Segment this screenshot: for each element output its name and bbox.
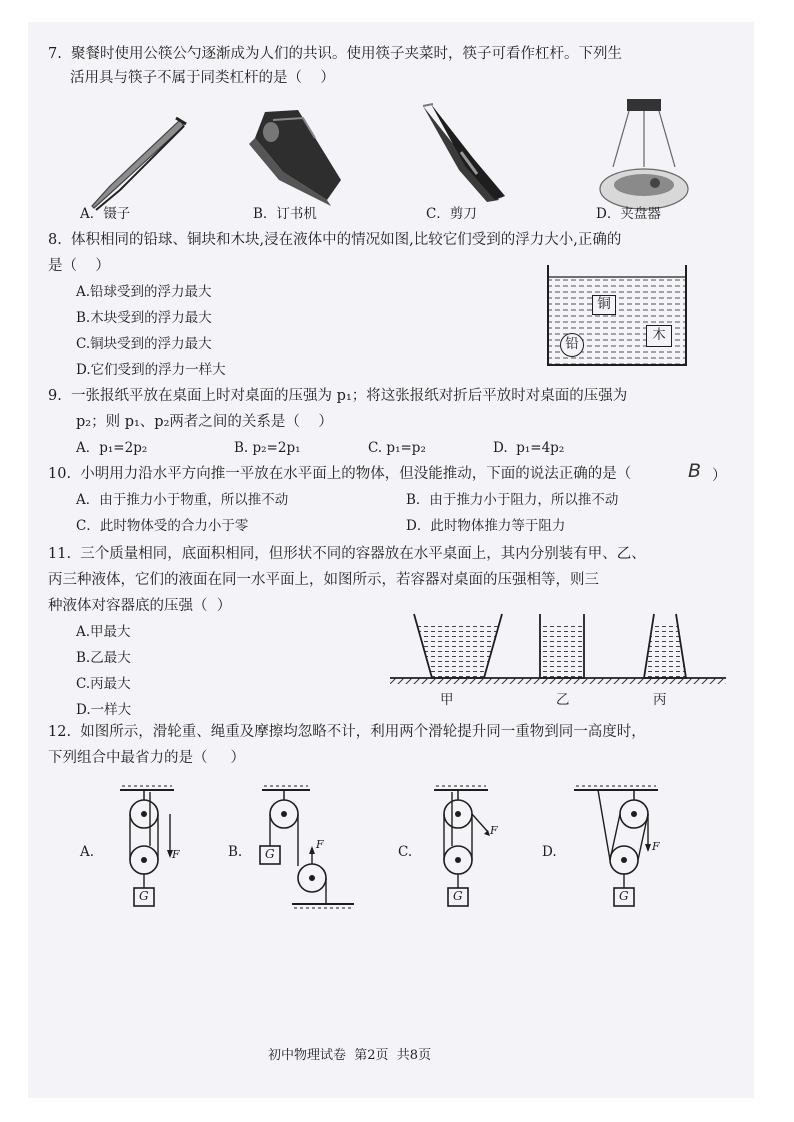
weight-label: G	[619, 889, 629, 903]
force-label: F	[490, 824, 498, 837]
q11-stem-line3: 种液体对容器底的压强（ ）	[48, 598, 232, 614]
q8-option-d[interactable]: D.它们受到的浮力一样大	[76, 362, 226, 378]
q10-option-c[interactable]: C．此时物体受的合力小于零	[76, 518, 249, 534]
q10-option-b[interactable]: B．由于推力小于阻力，所以推不动	[406, 492, 619, 508]
tweezers-icon	[80, 114, 190, 214]
q8-tank-diagram	[546, 265, 688, 367]
pulley-system-d	[568, 786, 668, 916]
scissors-icon	[413, 100, 513, 210]
pulley-system-a	[114, 786, 184, 922]
q11-stem-line1: 11. 三个质量相同，底面积相同，但形状不同的容器放在水平桌面上，其内分别装有甲、乙、	[48, 546, 646, 562]
wood-block: 木	[646, 325, 672, 347]
q10-stem-line1: 10. 小明用力沿水平方向推一平放在水平面上的物体，但没能推动，下面的说法正确的是（	[48, 466, 632, 482]
stapler-icon	[243, 102, 353, 212]
exam-page: 7. 聚餐时使用公筷公勺逐渐成为人们的共识。使用筷子夹菜时，筷子可看作杠杆。下列生 活用具与筷子不属于同类杠杆的是（ ） A．镊子 B．订书机 C．剪刀 D．夹盘器 8. 体积相同的铅球、铜块和木块,浸在液体中的情况如图,比较它们受到的浮力大小,正确的 是（ ） A.铅球受到的浮力最大 B.木块受到的浮力最大 C.铜块受到的浮力最大 D.它们受到的浮力一样大 铜 铅 木 9. 一张报纸平放在桌面上时对桌面的压强为 p₁；将这张报纸对折后平放时对桌面的压强为 p₂；则 p₁、p₂两者之间的关系是（ ） A．p₁=2p₂ B. p₂=2p₁ C. p₁=p₂ D. p₁=4p₂ 10. 小明用力沿水平方向推一平放在水平面上的物体，但没能推动，下面的说法正确的是（ B ） A．由于推力小于物重，所以推不动 B．由于推力小于阻力，所以推不动 C．此时物体受的合力小于零 D．此时物体推力等于阻力 11. 三个质量相同，底面积相同，但形状不同的容器放在水平桌面上，其内分别装有甲、乙、 丙三种液体，它们的液面在同一水平面上，如图所示，若容器对桌面的压强相等，则三 种液体对容器底的压强（ ） A.甲最大 B.乙最大 C.丙最大 D.一样大 甲 乙 丙 12. 如图所示，滑轮重、绳重及摩擦均忽略不计，利用两个滑轮提升同一重物到同一高度时， 下列组合中最省力的是（ ） A. B. C. D. F G F G F G F G 初中物理试卷 第2页 共8页	[28, 22, 754, 1098]
weight-label: G	[139, 889, 149, 903]
q8-option-b[interactable]: B.木块受到的浮力最大	[76, 310, 212, 326]
q11-option-d[interactable]: D.一样大	[76, 702, 132, 718]
q9-option-a[interactable]: A．p₁=2p₂	[76, 440, 148, 456]
force-label: F	[172, 848, 180, 861]
q11-option-c[interactable]: C.丙最大	[76, 676, 131, 692]
lead-ball: 铅	[560, 333, 584, 357]
q12-stem-line1: 12. 如图所示，滑轮重、绳重及摩擦均忽略不计，利用两个滑轮提升同一重物到同一高度时，	[48, 724, 646, 740]
q7-option-c[interactable]: C．剪刀	[426, 206, 477, 222]
q9-option-d[interactable]: D. p₁=4p₂	[493, 440, 565, 456]
q12-option-b[interactable]: B.	[228, 844, 243, 860]
q12-option-a[interactable]: A.	[80, 844, 95, 860]
page-footer: 初中物理试卷 第2页 共8页	[268, 1048, 432, 1063]
container-label-jia: 甲	[440, 692, 454, 708]
q11-stem-line2: 丙三种液体，它们的液面在同一水平面上，如图所示，若容器对桌面的压强相等，则三	[48, 572, 599, 588]
q7-option-d[interactable]: D．夹盘器	[596, 206, 661, 222]
q12-stem-line2: 下列组合中最省力的是（ ）	[48, 750, 246, 766]
q7-stem-line1: 7. 聚餐时使用公筷公勺逐渐成为人们的共识。使用筷子夹菜时，筷子可看作杠杆。下列生	[48, 46, 623, 62]
force-label: F	[316, 838, 324, 851]
q10-option-d[interactable]: D．此时物体推力等于阻力	[406, 518, 566, 534]
q12-option-c[interactable]: C.	[398, 844, 413, 860]
handwritten-answer: B	[688, 460, 702, 482]
weight-label: G	[265, 847, 275, 861]
q8-option-a[interactable]: A.铅球受到的浮力最大	[76, 284, 212, 300]
q9-option-b[interactable]: B. p₂=2p₁	[234, 440, 301, 456]
pulley-system-c	[428, 786, 508, 916]
copper-block: 铜	[592, 295, 616, 315]
plate-clip-icon	[593, 97, 693, 212]
force-label: F	[652, 840, 660, 853]
q9-option-c[interactable]: C. p₁=p₂	[368, 440, 426, 456]
q8-option-c[interactable]: C.铜块受到的浮力最大	[76, 336, 212, 352]
q12-option-d[interactable]: D.	[542, 844, 557, 860]
q9-stem-line2: p₂；则 p₁、p₂两者之间的关系是（ ）	[76, 414, 333, 430]
pulley-system-b	[256, 786, 356, 920]
q7-stem-line2: 活用具与筷子不属于同类杠杆的是（ ）	[70, 70, 335, 86]
q7-option-b[interactable]: B．订书机	[253, 206, 317, 222]
q11-containers-diagram	[388, 614, 728, 684]
q9-stem-line1: 9. 一张报纸平放在桌面上时对桌面的压强为 p₁；将这张报纸对折后平放时对桌面的压强为	[48, 388, 628, 404]
q8-stem-line1: 8. 体积相同的铅球、铜块和木块,浸在液体中的情况如图,比较它们受到的浮力大小,正确的	[48, 232, 622, 248]
weight-label: G	[453, 889, 463, 903]
container-label-yi: 乙	[556, 692, 570, 708]
q11-option-a[interactable]: A.甲最大	[76, 624, 131, 640]
q10-option-a[interactable]: A．由于推力小于物重，所以推不动	[76, 492, 289, 508]
q7-option-a[interactable]: A．镊子	[80, 206, 131, 222]
container-label-bing: 丙	[653, 692, 667, 708]
q8-stem-line2: 是（ ）	[48, 258, 110, 274]
q11-option-b[interactable]: B.乙最大	[76, 650, 131, 666]
